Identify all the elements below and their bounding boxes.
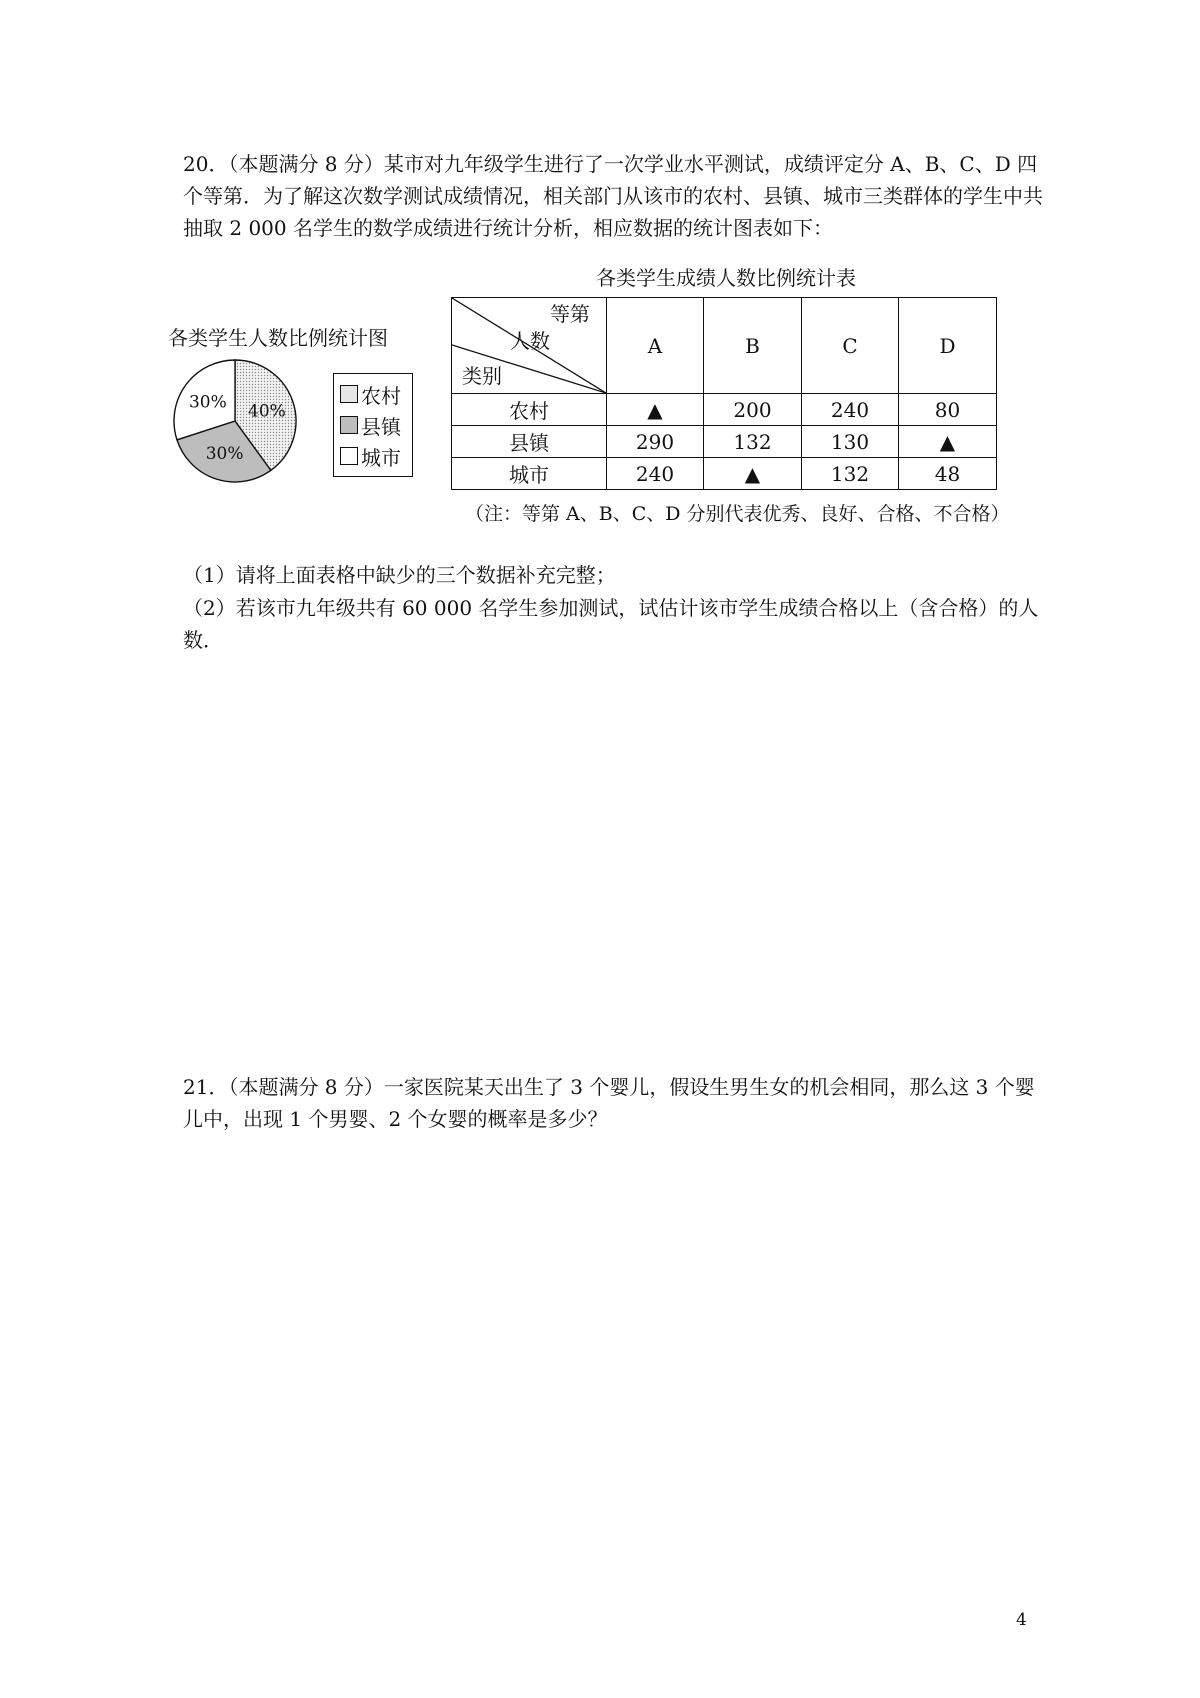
pie-chart-title: 各类学生人数比例统计图 <box>168 326 388 350</box>
legend-label-rural: 农村 <box>361 383 401 408</box>
stats-table <box>451 297 997 490</box>
legend-label-county: 县镇 <box>361 414 401 439</box>
corner-label-grade: 等第 <box>550 302 590 326</box>
question-20-part-2: （2）若该市九年级共有 60 000 名学生参加测试，试估计该市学生成绩合格以上（含合格）的人数． <box>183 596 1039 652</box>
table-row-rural <box>452 394 997 426</box>
row-label-county: 县镇 <box>452 426 607 458</box>
question-20-text: 20．（本题满分 8 分）某市对九年级学生进行了一次学业水平测试，成绩评定分 A、B、C、D 四个等第．为了解这次数学测试成绩情况，相关部门从该市的农村、县镇、城市三类群体的学生中共抽取 2 000 名学生的数学成绩进行统计分析，相应数据的统计图表如下： <box>183 152 1043 240</box>
legend-item-county <box>340 411 401 439</box>
pie-chart <box>170 356 300 486</box>
legend-swatch-rural <box>340 385 358 403</box>
corner-label-count: 人数 <box>510 329 550 353</box>
legend-swatch-county <box>340 416 358 434</box>
table-cell: 240 <box>802 394 899 426</box>
page-number: 4 <box>1016 1610 1027 1630</box>
col-header-c: C <box>802 298 899 394</box>
table-cell: 48 <box>899 458 997 490</box>
question-21-text: 21．（本题满分 8 分）一家医院某天出生了 3 个婴儿，假设生男生女的机会相同，那么这 3 个婴儿中，出现 1 个男婴、2 个女婴的概率是多少？ <box>183 1075 1035 1131</box>
table-row-county <box>452 426 997 458</box>
table-cell: 132 <box>704 426 802 458</box>
table-cell: 130 <box>802 426 899 458</box>
pie-label-city: 30% <box>188 392 227 413</box>
legend-item-rural <box>340 380 401 408</box>
table-cell: 290 <box>607 426 704 458</box>
pie-label-county: 30% <box>205 443 244 464</box>
table-cell: 240 <box>607 458 704 490</box>
corner-label-category: 类别 <box>462 364 502 388</box>
table-cell: ▲ <box>899 426 997 458</box>
row-label-city: 城市 <box>452 458 607 490</box>
pie-label-rural: 40% <box>248 401 286 422</box>
table-cell: ▲ <box>607 394 704 426</box>
table-title: 各类学生成绩人数比例统计表 <box>596 266 856 290</box>
table-note: （注：等第 A、B、C、D 分别代表优秀、良好、合格、不合格） <box>465 503 1010 525</box>
table-cell: 132 <box>802 458 899 490</box>
legend-swatch-city <box>340 447 358 465</box>
col-header-b: B <box>704 298 802 394</box>
row-label-rural: 农村 <box>452 394 607 426</box>
table-cell: 80 <box>899 394 997 426</box>
legend-label-city: 城市 <box>361 445 401 470</box>
table-row-city <box>452 458 997 490</box>
col-header-d: D <box>899 298 997 394</box>
table-header-row <box>452 298 997 394</box>
pie-legend <box>333 373 413 477</box>
col-header-a: A <box>607 298 704 394</box>
table-cell: 200 <box>704 394 802 426</box>
table-corner-cell <box>452 298 607 394</box>
legend-item-city <box>340 442 401 470</box>
question-20-part-1: （1）请将上面表格中缺少的三个数据补充完整； <box>183 563 616 587</box>
table-cell: ▲ <box>704 458 802 490</box>
